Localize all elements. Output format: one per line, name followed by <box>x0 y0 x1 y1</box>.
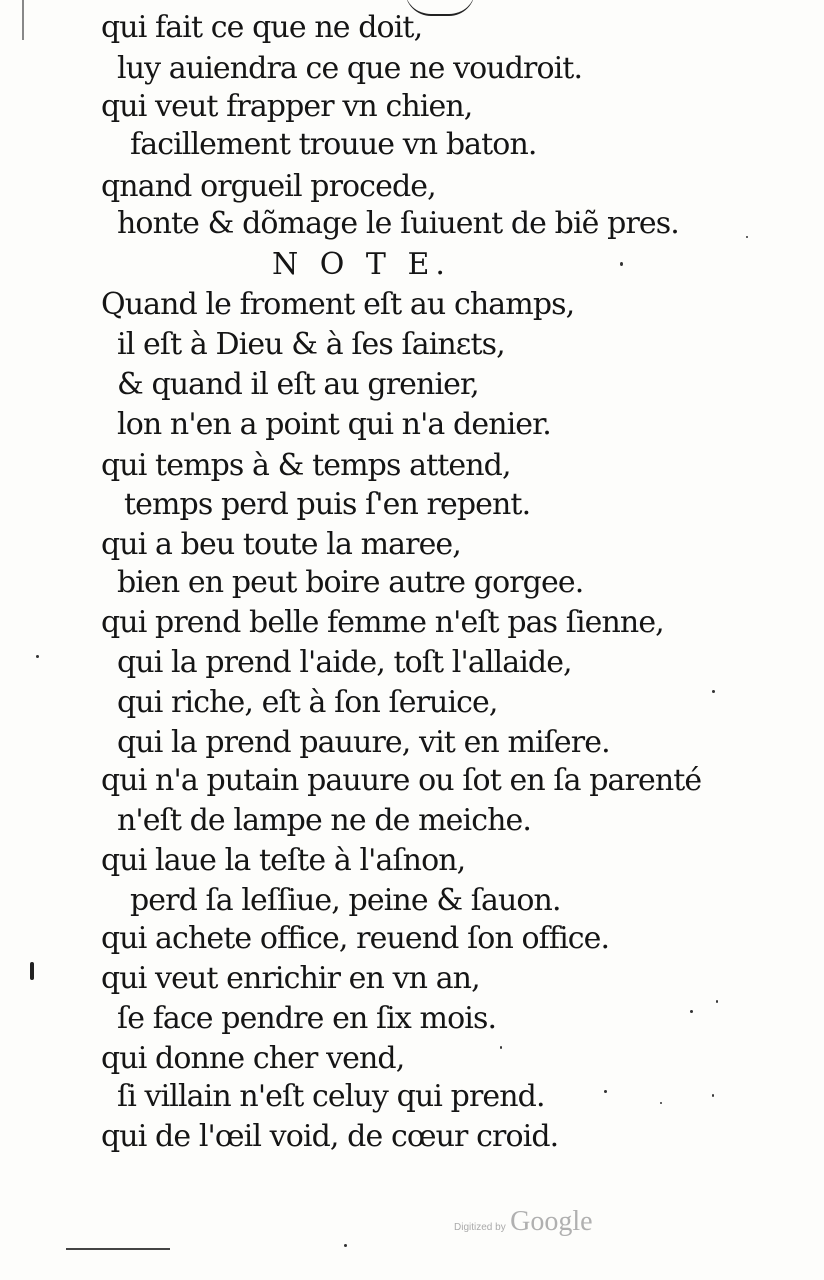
text-line-24: qui achete office, reuend ſon office. <box>101 921 610 956</box>
text-line-20: qui n'a putain pauure ou ſot en ſa parenté <box>101 763 702 798</box>
ink-speck <box>620 262 623 266</box>
text-line-14: qui a beu toute la maree, <box>101 527 461 562</box>
ink-speck <box>716 1000 718 1003</box>
text-line-18: qui riche, eſt à ſon ſeruice, <box>117 685 498 720</box>
text-line-6: honte & dõmage le ſuiuent de biẽ pres. <box>117 206 679 241</box>
digitized-by-google-watermark <box>454 1206 593 1238</box>
ink-speck <box>690 1010 693 1013</box>
ink-speck <box>36 655 39 658</box>
ink-speck <box>746 236 748 238</box>
text-line-1: qui fait ce que ne doit, <box>101 10 423 45</box>
ink-speck <box>344 1244 347 1247</box>
ink-speck <box>604 1090 607 1093</box>
watermark-prefix: Digitized by <box>454 1222 506 1233</box>
text-line-25: qui veut enrichir en vn an, <box>101 961 480 996</box>
text-line-10: & quand il eſt au grenier, <box>117 367 479 402</box>
ink-speck <box>712 1094 714 1097</box>
text-line-15: bien en peut boire autre gorgee. <box>117 565 584 600</box>
text-line-19: qui la prend pauure, vit en miſere. <box>117 725 610 760</box>
text-line-8: Quand le froment eſt au champs, <box>101 287 575 322</box>
text-line-21: n'eſt de lampe ne de meiche. <box>117 803 532 838</box>
ink-speck <box>660 1102 662 1104</box>
margin-ink-mark <box>30 962 34 980</box>
text-line-9: il eſt à Dieu & à ſes ſainɛts, <box>117 327 505 362</box>
text-line-17: qui la prend l'aide, toſt l'allaide, <box>117 645 572 680</box>
text-line-13: temps perd puis ſ'en repent. <box>124 487 531 522</box>
text-line-11: lon n'en a point qui n'a denier. <box>117 407 551 442</box>
text-line-23: perd ſa leſſiue, peine & ſauon. <box>130 883 561 918</box>
google-logo: Google <box>510 1206 593 1237</box>
text-line-28: ſi villain n'eſt celuy qui prend. <box>117 1079 545 1114</box>
text-line-5: qnand orgueil procede, <box>101 169 436 204</box>
ink-speck <box>500 1046 502 1049</box>
page-edge-shadow <box>22 0 24 40</box>
text-line-29: qui de l'œil void, de cœur croid. <box>101 1119 559 1154</box>
text-line-16: qui prend belle femme n'eſt pas ſienne, <box>101 605 664 640</box>
bottom-rule <box>66 1248 170 1250</box>
text-line-4: facillement trouue vn baton. <box>130 127 537 162</box>
section-heading: N O T E. <box>272 247 451 282</box>
text-line-27: qui donne cher vend, <box>101 1041 405 1076</box>
ink-speck <box>712 690 715 693</box>
text-line-2: luy auiendra ce que ne voudroit. <box>117 51 583 86</box>
text-line-3: qui veut frapper vn chien, <box>101 89 473 124</box>
text-line-26: ſe face pendre en ſix mois. <box>117 1001 497 1036</box>
text-line-22: qui laue la teſte à l'aſnon, <box>101 843 466 878</box>
text-line-12: qui temps à & temps attend, <box>101 448 511 483</box>
